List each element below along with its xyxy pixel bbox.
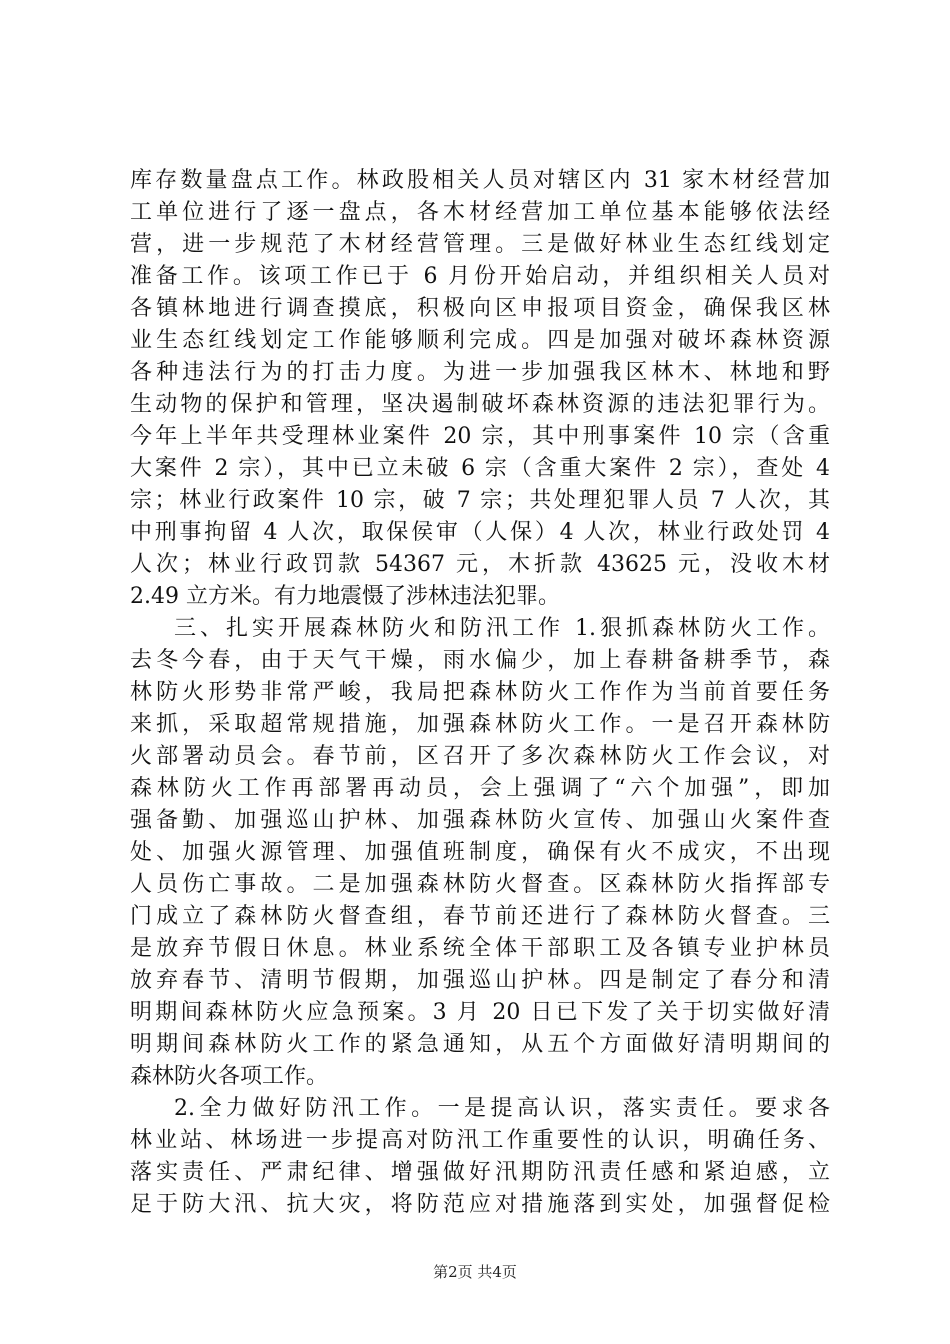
text-line: 工单位进行了逐一盘点，各木材经营加工单位基本能够依法经: [130, 200, 830, 225]
text-line: 2.49 立方米。有力地震慑了涉林违法犯罪。: [130, 584, 560, 609]
text-line: 业生态红线划定工作能够顺利完成。四是加强对破坏森林资源: [130, 328, 830, 353]
text-line: 中刑事拘留 4 人次，取保侯审（人保）4 人次，林业行政处罚 4: [130, 520, 830, 545]
text-line: 明期间森林防火应急预案。3 月 20 日已下发了关于切实做好清: [130, 1000, 830, 1025]
text-line: 营，进一步规范了木材经营管理。三是做好林业生态红线划定: [130, 232, 830, 257]
text-line: 处、加强火源管理、加强值班制度，确保有火不成灾，不出现: [130, 840, 830, 865]
text-line: 放弃春节、清明节假期，加强巡山护林。四是制定了春分和清: [130, 968, 830, 993]
text-line: 强备勤、加强巡山护林、加强森林防火宣传、加强山火案件查: [130, 808, 830, 833]
text-line: 准备工作。该项工作已于 6 月份开始启动，并组织相关人员对: [130, 264, 830, 289]
text-line: 大案件 2 宗），其中已立未破 6 宗（含重大案件 2 宗），查处 4: [130, 456, 830, 481]
text-line: 是放弃节假日休息。林业系统全体干部职工及各镇专业护林员: [130, 936, 830, 961]
text-line: 明期间森林防火工作的紧急通知，从五个方面做好清明期间的: [130, 1032, 830, 1057]
text-line: 火部署动员会。春节前，区召开了多次森林防火工作会议，对: [130, 744, 830, 769]
text-line: 林业站、林场进一步提高对防汛工作重要性的认识，明确任务、: [130, 1128, 830, 1153]
text-line: 各镇林地进行调查摸底，积极向区申报项目资金，确保我区林: [130, 296, 830, 321]
text-line: 林防火形势非常严峻，我局把森林防火工作作为当前首要任务: [130, 680, 830, 705]
text-line: 库存数量盘点工作。林政股相关人员对辖区内 31 家木材经营加: [130, 168, 830, 193]
paragraph-start-line: 2.全力做好防汛工作。一是提高认识，落实责任。要求各: [174, 1096, 830, 1121]
text-line: 今年上半年共受理林业案件 20 宗，其中刑事案件 10 宗（含重: [130, 424, 830, 449]
text-line: 落实责任、严肃纪律、增强做好汛期防汛责任感和紧迫感，立: [130, 1160, 830, 1185]
text-line: 生动物的保护和管理，坚决遏制破坏森林资源的违法犯罪行为。: [130, 392, 830, 417]
text-line: 来抓，采取超常规措施，加强森林防火工作。一是召开森林防: [130, 712, 830, 737]
text-line: 森林防火各项工作。: [130, 1064, 329, 1089]
text-line: 各种违法行为的打击力度。为进一步加强我区林木、林地和野: [130, 360, 830, 385]
text-line: 去冬今春，由于天气干燥，雨水偏少，加上春耕备耕季节，森: [130, 648, 830, 673]
text-line: 森林防火工作再部署再动员，会上强调了“六个加强”，即加: [130, 776, 830, 801]
text-line: 宗；林业行政案件 10 宗，破 7 宗；共处理犯罪人员 7 人次，其: [130, 488, 830, 513]
text-line: 足于防大汛、抗大灾，将防范应对措施落到实处，加强督促检: [130, 1192, 830, 1217]
page-number-footer: 第2页 共4页: [433, 1263, 517, 1281]
text-line: 人员伤亡事故。二是加强森林防火督查。区森林防火指挥部专: [130, 872, 830, 897]
text-line: 门成立了森林防火督查组，春节前还进行了森林防火督查。三: [130, 904, 830, 929]
document-body: [130, 165, 830, 1221]
paragraph-start-line: 三、扎实开展森林防火和防汛工作 1.狠抓森林防火工作。: [174, 616, 830, 641]
text-line: 人次；林业行政罚款 54367 元，木折款 43625 元，没收木材: [130, 552, 830, 577]
